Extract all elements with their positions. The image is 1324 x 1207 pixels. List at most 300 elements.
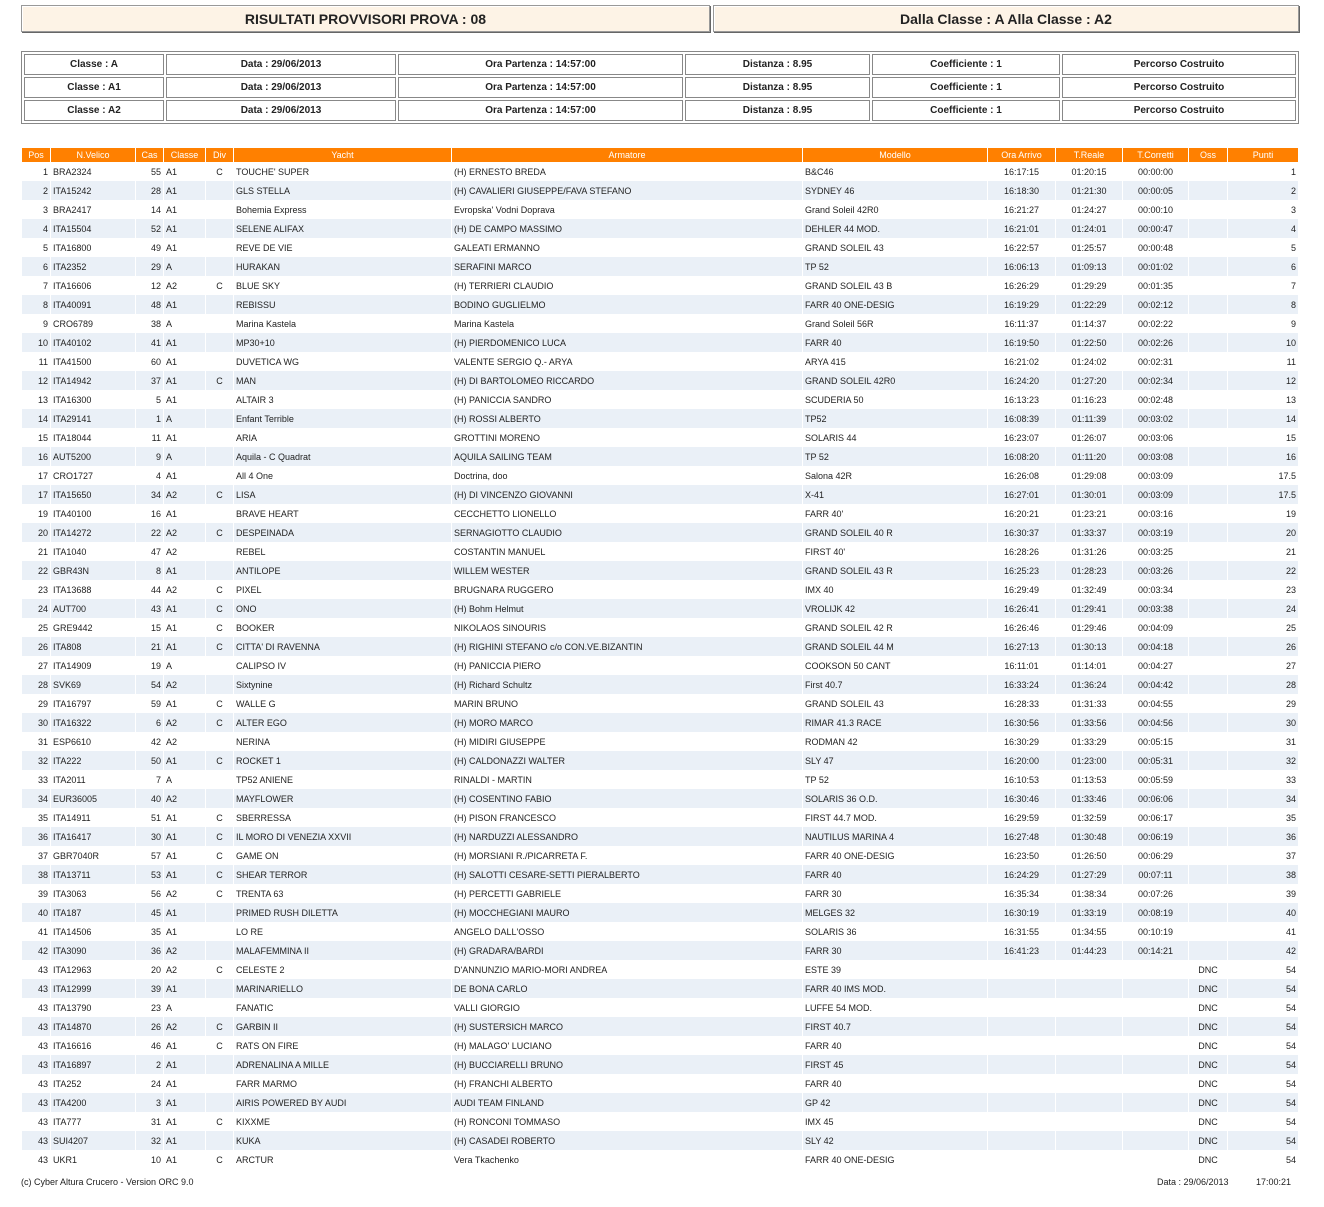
cell-corrected-time: 00:03:09 — [1123, 485, 1188, 504]
cell-real-time: 01:23:21 — [1071, 508, 1107, 519]
cell-model: FARR 30 — [803, 941, 987, 960]
cell-yacht: MALAFEMMINA II — [234, 941, 451, 960]
race-info-cell: Percorso Costruito — [1062, 100, 1296, 121]
cell-owner: Marina Kastela — [454, 318, 515, 329]
cell-yacht: TRENTA 63 — [236, 888, 284, 899]
cell-class: A2 — [164, 675, 205, 694]
cell-pos: 27 — [37, 660, 48, 671]
cell-model: FIRST 40.7 — [803, 1017, 987, 1036]
cell-corrected-time — [1123, 1055, 1188, 1074]
cell-corrected-time: 00:10:19 — [1137, 926, 1174, 937]
cell-arrival-time: 16:31:55 — [1003, 926, 1040, 937]
cell-model: Grand Soleil 56R — [805, 318, 874, 329]
cell-points: 54 — [1285, 1002, 1296, 1013]
cell-corrected-time — [1123, 1017, 1188, 1036]
cell-oss: DNC — [1189, 1131, 1227, 1150]
cell-sail-number: ITA222 — [51, 751, 135, 770]
cell-owner: (H) MIDIRI GIUSEPPE — [454, 736, 546, 747]
cell-model: FARR 30 — [805, 888, 842, 899]
cell-pos: 20 — [22, 523, 50, 542]
cell-owner: (H) GRADARA/BARDI — [452, 941, 802, 960]
cell-yacht: DESPEINADA — [234, 523, 451, 542]
cell-model: DEHLER 44 MOD. — [803, 219, 987, 238]
cell-owner: VALENTE SERGIO Q.- ARYA — [454, 356, 573, 367]
cell-sail-number: ITA15650 — [51, 485, 135, 504]
cell-cas: 8 — [136, 561, 163, 580]
cell-corrected-time: 00:03:26 — [1123, 561, 1188, 580]
cell-model: First 40.7 — [803, 675, 987, 694]
cell-corrected-time: 00:01:35 — [1137, 280, 1174, 291]
cell-sail-number: ITA777 — [53, 1116, 82, 1127]
cell-owner: D'ANNUNZIO MARIO-MORI ANDREA — [454, 964, 608, 975]
table-row — [22, 580, 1298, 599]
cell-yacht: KUKA — [234, 1131, 451, 1150]
cell-cas: 37 — [136, 371, 163, 390]
cell-owner: (H) DI BARTOLOMEO RICCARDO — [452, 371, 802, 390]
table-row — [22, 200, 1298, 219]
cell-div — [206, 1093, 233, 1112]
cell-oss — [1189, 713, 1227, 732]
cell-points: 34 — [1228, 789, 1298, 808]
cell-class: A1 — [164, 561, 205, 580]
cell-owner: (H) DE CAMPO MASSIMO — [452, 219, 802, 238]
cell-pos: 43 — [37, 1040, 48, 1051]
cell-sail-number: GBR43N — [51, 561, 135, 580]
cell-class: A2 — [166, 546, 178, 557]
cell-sail-number: ITA13688 — [53, 584, 92, 595]
cell-pos: 24 — [22, 599, 50, 618]
cell-arrival-time: 16:20:00 — [988, 751, 1055, 770]
cell-points: 20 — [1228, 523, 1298, 542]
cell-sail-number: ITA16606 — [53, 280, 92, 291]
cell-oss: DNC — [1189, 1093, 1227, 1112]
cell-real-time: 01:31:33 — [1071, 698, 1107, 709]
cell-arrival-time — [988, 1131, 1055, 1150]
cell-yacht: REBISSU — [234, 295, 451, 314]
cell-oss — [1189, 181, 1227, 200]
cell-points: 9 — [1290, 318, 1296, 329]
cell-oss: DNC — [1198, 964, 1218, 975]
race-info-cell: Percorso Costruito — [1062, 77, 1296, 98]
cell-pos: 31 — [37, 736, 48, 747]
cell-corrected-time: 00:02:31 — [1137, 356, 1174, 367]
cell-yacht: Enfant Terrible — [234, 409, 451, 428]
cell-arrival-time: 16:19:29 — [988, 295, 1055, 314]
race-info-cell: Distanza : 8.95 — [685, 54, 870, 75]
cell-owner: GROTTINI MORENO — [454, 432, 540, 443]
cell-cas: 59 — [150, 698, 161, 709]
cell-corrected-time: 00:04:42 — [1123, 675, 1188, 694]
cell-oss — [1189, 542, 1227, 561]
cell-yacht: KIXXME — [236, 1116, 271, 1127]
race-info-panel — [21, 51, 1299, 124]
cell-sail-number: ITA2011 — [53, 774, 86, 785]
table-row — [22, 162, 1298, 181]
cell-class: A1 — [164, 751, 205, 770]
cell-oss: DNC — [1198, 1040, 1218, 1051]
column-header-sail-number: N.Velico — [51, 148, 135, 162]
cell-class: A2 — [164, 523, 205, 542]
cell-div: C — [216, 1116, 223, 1127]
cell-corrected-time: 00:02:12 — [1123, 295, 1188, 314]
cell-div — [206, 314, 233, 333]
cell-sail-number: CRO6789 — [53, 318, 94, 329]
cell-owner: (H) ROSSI ALBERTO — [452, 409, 802, 428]
cell-div — [206, 998, 233, 1017]
cell-sail-number: EUR36005 — [51, 789, 135, 808]
table-row — [22, 257, 1298, 276]
table-row — [22, 941, 1298, 960]
cell-points: 31 — [1285, 736, 1296, 747]
cell-points: 54 — [1228, 1055, 1298, 1074]
cell-oss: DNC — [1198, 1154, 1218, 1165]
cell-corrected-time: 00:06:17 — [1137, 812, 1174, 823]
race-info-cell: Distanza : 8.95 — [685, 77, 870, 98]
cell-class: A1 — [166, 508, 178, 519]
cell-real-time — [1056, 998, 1122, 1017]
race-info-cell: Ora Partenza : 14:57:00 — [398, 77, 683, 98]
results-title: RISULTATI PROVVISORI PROVA : 08 — [21, 5, 710, 32]
cell-real-time: 01:32:49 — [1071, 584, 1107, 595]
race-info-cell: Classe : A — [24, 54, 164, 75]
cell-oss — [1189, 371, 1227, 390]
cell-sail-number: ESP6610 — [53, 736, 92, 747]
cell-cas: 26 — [136, 1017, 163, 1036]
cell-owner: (H) NARDUZZI ALESSANDRO — [452, 827, 802, 846]
cell-model: RIMAR 41.3 RACE — [803, 713, 987, 732]
cell-model: COOKSON 50 CANT — [805, 660, 891, 671]
cell-arrival-time: 16:21:27 — [1003, 204, 1040, 215]
cell-cas: 35 — [150, 926, 161, 937]
cell-cas: 16 — [150, 508, 161, 519]
cell-pos: 40 — [22, 903, 50, 922]
cell-div — [206, 922, 233, 941]
cell-points: 28 — [1228, 675, 1298, 694]
cell-owner: (H) CASADEI ROBERTO — [452, 1131, 802, 1150]
table-row — [22, 390, 1298, 409]
cell-arrival-time — [988, 1093, 1055, 1112]
cell-corrected-time: 00:04:56 — [1123, 713, 1188, 732]
cell-oss: DNC — [1198, 1078, 1218, 1089]
cell-pos: 26 — [22, 637, 50, 656]
cell-yacht: CALIPSO IV — [236, 660, 287, 671]
cell-real-time: 01:32:59 — [1071, 812, 1107, 823]
results-header-row — [22, 148, 1298, 162]
cell-model: GRAND SOLEIL 43 — [805, 242, 884, 253]
column-header-div: Div — [206, 148, 233, 162]
cell-model: SOLARIS 36 — [805, 926, 857, 937]
cell-class: A2 — [164, 1017, 205, 1036]
cell-pos: 34 — [22, 789, 50, 808]
race-info-table — [22, 52, 1298, 123]
cell-real-time: 01:33:19 — [1056, 903, 1122, 922]
cell-pos: 11 — [38, 356, 48, 367]
cell-cas: 24 — [150, 1078, 161, 1089]
cell-pos: 23 — [37, 584, 48, 595]
cell-class: A1 — [164, 599, 205, 618]
cell-oss — [1189, 846, 1227, 865]
cell-points: 25 — [1285, 622, 1296, 633]
cell-model: TP 52 — [803, 447, 987, 466]
cell-real-time: 01:29:08 — [1071, 470, 1107, 481]
cell-cas: 1 — [136, 409, 163, 428]
race-info-cell: Data : 29/06/2013 — [166, 77, 396, 98]
cell-yacht: Bohemia Express — [236, 204, 307, 215]
cell-div — [206, 1074, 233, 1093]
table-row — [22, 1093, 1298, 1112]
cell-real-time — [1056, 1131, 1122, 1150]
cell-cas: 40 — [136, 789, 163, 808]
cell-points: 14 — [1228, 409, 1298, 428]
cell-owner: (H) PANICCIA PIERO — [454, 660, 541, 671]
cell-real-time: 01:33:29 — [1071, 736, 1107, 747]
cell-div: C — [216, 1154, 223, 1165]
footer-time: 17:00:21 — [1255, 1177, 1291, 1187]
cell-pos: 14 — [22, 409, 50, 428]
cell-real-time: 01:13:53 — [1071, 774, 1107, 785]
cell-real-time: 01:24:01 — [1056, 219, 1122, 238]
cell-yacht: ROCKET 1 — [234, 751, 451, 770]
cell-corrected-time: 00:00:00 — [1137, 166, 1174, 177]
cell-points: 54 — [1285, 1040, 1296, 1051]
cell-cas: 50 — [136, 751, 163, 770]
cell-div — [206, 1131, 233, 1150]
cell-pos: 37 — [37, 850, 48, 861]
cell-model: GRAND SOLEIL 43 R — [803, 561, 987, 580]
cell-owner: Evropska' Vodni Doprava — [454, 204, 555, 215]
table-row — [22, 428, 1298, 447]
cell-arrival-time: 16:23:07 — [1003, 432, 1040, 443]
cell-pos: 12 — [22, 371, 50, 390]
cell-corrected-time: 00:01:02 — [1123, 257, 1188, 276]
cell-arrival-time: 16:26:29 — [1003, 280, 1040, 291]
column-header-yacht: Yacht — [234, 148, 451, 162]
cell-yacht: ARIA — [236, 432, 258, 443]
cell-model: FIRST 44.7 MOD. — [805, 812, 877, 823]
cell-cas: 9 — [136, 447, 163, 466]
cell-div: C — [216, 1040, 223, 1051]
cell-sail-number: ITA15242 — [51, 181, 135, 200]
cell-oss — [1189, 827, 1227, 846]
table-row — [22, 504, 1298, 523]
table-row — [22, 808, 1298, 827]
cell-sail-number: ITA16897 — [51, 1055, 135, 1074]
cell-cas: 30 — [136, 827, 163, 846]
cell-class: A1 — [166, 1040, 178, 1051]
cell-div — [206, 656, 233, 675]
cell-oss — [1189, 295, 1227, 314]
cell-oss — [1189, 523, 1227, 542]
cell-arrival-time — [988, 1112, 1055, 1131]
table-row — [22, 694, 1298, 713]
table-row — [22, 447, 1298, 466]
cell-div — [206, 219, 233, 238]
cell-yacht: CITTA' DI RAVENNA — [234, 637, 451, 656]
cell-cas: 49 — [150, 242, 161, 253]
cell-points: 35 — [1285, 812, 1296, 823]
cell-div — [206, 466, 233, 485]
cell-points: 11 — [1286, 356, 1296, 367]
cell-oss — [1189, 333, 1227, 352]
table-row — [22, 675, 1298, 694]
cell-oss — [1189, 447, 1227, 466]
cell-points: 12 — [1228, 371, 1298, 390]
cell-sail-number: ITA3090 — [51, 941, 135, 960]
cell-yacht: ARCTUR — [236, 1154, 274, 1165]
cell-owner: (H) SUSTERSICH MARCO — [452, 1017, 802, 1036]
cell-real-time: 01:26:07 — [1071, 432, 1107, 443]
cell-yacht: NERINA — [236, 736, 271, 747]
cell-arrival-time — [988, 1055, 1055, 1074]
cell-model: Grand Soleil 42R0 — [805, 204, 879, 215]
cell-points: 15 — [1285, 432, 1296, 443]
race-info-cell: Distanza : 8.95 — [685, 100, 870, 121]
table-row — [22, 865, 1298, 884]
cell-pos: 10 — [22, 333, 50, 352]
cell-oss — [1189, 941, 1227, 960]
table-row — [22, 409, 1298, 428]
cell-points: 4 — [1228, 219, 1298, 238]
cell-points: 54 — [1285, 1154, 1296, 1165]
table-row — [22, 542, 1298, 561]
cell-model: GRAND SOLEIL 44 M — [803, 637, 987, 656]
cell-cas: 23 — [150, 1002, 161, 1013]
cell-class: A1 — [166, 850, 178, 861]
cell-class: A1 — [164, 333, 205, 352]
cell-model: MELGES 32 — [803, 903, 987, 922]
cell-oss — [1189, 789, 1227, 808]
cell-sail-number: ITA14506 — [53, 926, 92, 937]
cell-sail-number: ITA40102 — [51, 333, 135, 352]
cell-sail-number: AUT700 — [51, 599, 135, 618]
table-row — [22, 1131, 1298, 1150]
cell-pos: 36 — [22, 827, 50, 846]
cell-sail-number: ITA14942 — [51, 371, 135, 390]
column-header-model: Modello — [803, 148, 987, 162]
cell-oss — [1189, 409, 1227, 428]
race-info-row — [24, 54, 1296, 75]
cell-arrival-time: 16:28:26 — [1003, 546, 1040, 557]
cell-points: 54 — [1285, 1116, 1296, 1127]
cell-sail-number: ITA14909 — [53, 660, 92, 671]
cell-owner: AUDI TEAM FINLAND — [452, 1093, 802, 1112]
race-info-cell: Coefficiente : 1 — [872, 54, 1060, 75]
cell-class: A — [166, 774, 173, 785]
cell-arrival-time: 16:35:34 — [1003, 888, 1040, 899]
cell-model: FARR 40 — [803, 333, 987, 352]
cell-owner: WILLEM WESTER — [452, 561, 802, 580]
cell-real-time: 01:30:01 — [1056, 485, 1122, 504]
results-panel — [21, 148, 1299, 1169]
cell-pos: 43 — [22, 1055, 50, 1074]
cell-sail-number: SUI4207 — [51, 1131, 135, 1150]
cell-sail-number: ITA4200 — [51, 1093, 135, 1112]
cell-cas: 5 — [155, 394, 161, 405]
cell-model: SYDNEY 46 — [803, 181, 987, 200]
column-header-corrected-time: T.Corretti — [1123, 148, 1188, 162]
cell-oss — [1189, 694, 1227, 713]
cell-class: A1 — [164, 827, 205, 846]
cell-yacht: SELENE ALIFAX — [234, 219, 451, 238]
cell-owner: SERAFINI MARCO — [452, 257, 802, 276]
cell-oss — [1189, 922, 1227, 941]
cell-yacht: ADRENALINA A MILLE — [234, 1055, 451, 1074]
cell-corrected-time: 00:00:10 — [1137, 204, 1174, 215]
table-row — [22, 352, 1298, 371]
cell-div — [206, 542, 233, 561]
cell-model: FARR 40' — [805, 508, 844, 519]
cell-corrected-time: 00:03:09 — [1137, 470, 1174, 481]
cell-owner: (H) BUCCIARELLI BRUNO — [452, 1055, 802, 1074]
cell-cas: 38 — [150, 318, 161, 329]
cell-owner: (H) MORO MARCO — [452, 713, 802, 732]
cell-corrected-time: 00:00:47 — [1123, 219, 1188, 238]
cell-yacht: SHEAR TERROR — [234, 865, 451, 884]
cell-corrected-time: 00:02:48 — [1137, 394, 1174, 405]
cell-real-time: 01:22:50 — [1056, 333, 1122, 352]
cell-pos: 43 — [22, 979, 50, 998]
cell-points: 41 — [1285, 926, 1296, 937]
cell-div — [206, 200, 233, 219]
cell-model: GRAND SOLEIL 40 R — [803, 523, 987, 542]
cell-owner: (H) FRANCHI ALBERTO — [454, 1078, 553, 1089]
cell-owner: RINALDI - MARTIN — [454, 774, 532, 785]
cell-real-time: 01:24:27 — [1071, 204, 1107, 215]
cell-class: A1 — [164, 1131, 205, 1150]
cell-points: 29 — [1285, 698, 1296, 709]
cell-cas: 28 — [136, 181, 163, 200]
cell-div: C — [206, 637, 233, 656]
cell-cas: 32 — [136, 1131, 163, 1150]
cell-model: TP52 — [803, 409, 987, 428]
cell-owner: (H) PISON FRANCESCO — [454, 812, 557, 823]
cell-pos: 19 — [37, 508, 48, 519]
cell-model: FARR 40 ONE-DESIG — [805, 1154, 895, 1165]
cell-model: X-41 — [803, 485, 987, 504]
race-info-cell: Percorso Costruito — [1062, 54, 1296, 75]
cell-class: A1 — [166, 166, 178, 177]
cell-div — [206, 979, 233, 998]
cell-model: VROLIJK 42 — [803, 599, 987, 618]
race-info-cell: Classe : A1 — [24, 77, 164, 98]
cell-yacht: LISA — [234, 485, 451, 504]
cell-sail-number: ITA808 — [51, 637, 135, 656]
cell-cas: 43 — [136, 599, 163, 618]
cell-real-time: 01:26:50 — [1071, 850, 1107, 861]
cell-points: 24 — [1228, 599, 1298, 618]
cell-pos: 25 — [37, 622, 48, 633]
footer-date: Data : 29/06/2013 — [1157, 1177, 1229, 1187]
table-row — [22, 827, 1298, 846]
cell-yacht: LO RE — [236, 926, 264, 937]
cell-pos: 30 — [22, 713, 50, 732]
cell-arrival-time: 16:18:30 — [988, 181, 1055, 200]
cell-model: GRAND SOLEIL 42 R — [805, 622, 893, 633]
cell-cas: 44 — [150, 584, 161, 595]
cell-arrival-time: 16:29:49 — [1003, 584, 1040, 595]
cell-class: A1 — [166, 432, 178, 443]
column-header-real-time: T.Reale — [1056, 148, 1122, 162]
race-info-cell: Ora Partenza : 14:57:00 — [398, 54, 683, 75]
cell-model: SLY 47 — [803, 751, 987, 770]
cell-yacht: MP30+10 — [234, 333, 451, 352]
cell-real-time: 01:30:13 — [1056, 637, 1122, 656]
cell-yacht: ANTILOPE — [234, 561, 451, 580]
cell-model: RODMAN 42 — [805, 736, 858, 747]
cell-sail-number: ITA14272 — [51, 523, 135, 542]
cell-points: 13 — [1285, 394, 1296, 405]
cell-pos: 4 — [22, 219, 50, 238]
